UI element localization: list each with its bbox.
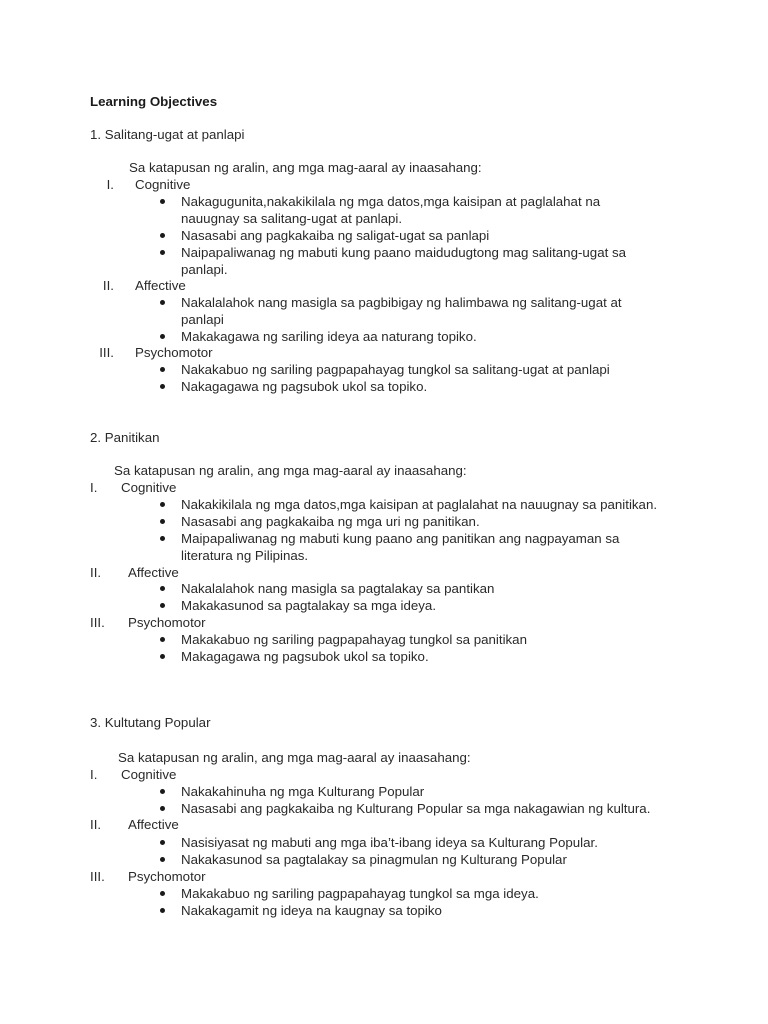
bullet-icon <box>160 603 165 608</box>
domain-numeral: I. <box>90 480 98 495</box>
bullet-icon <box>160 654 165 659</box>
domain-label: Affective <box>135 278 186 293</box>
objective-item: Nasasabi ang pagkakaiba ng saligat-ugat sa panlapi <box>181 228 490 243</box>
objective-item: panlapi <box>181 312 224 327</box>
domain-numeral: III. <box>90 869 105 884</box>
objective-item: panlapi. <box>181 262 228 277</box>
objective-item: Nakakahinuha ng mga Kulturang Popular <box>181 784 425 799</box>
objective-item: Nasasabi ang pagkakaiba ng mga uri ng panitikan. <box>181 514 480 529</box>
objective-item: Nakakasunod sa pagtalakay sa pinagmulan ng Kulturang Popular <box>181 852 567 867</box>
bullet-icon <box>160 334 165 339</box>
domain-numeral: I. <box>106 177 114 192</box>
page-title: Learning Objectives <box>90 94 218 109</box>
bullet-icon <box>160 891 165 896</box>
bullet-icon <box>160 857 165 862</box>
section-heading: 3. Kultutang Popular <box>90 715 211 730</box>
domain-label: Affective <box>128 817 179 832</box>
objective-item: Nakagagawa ng pagsubok ukol sa topiko. <box>181 379 428 394</box>
bullet-icon <box>160 519 165 524</box>
bullet-icon <box>160 908 165 913</box>
bullet-icon <box>160 300 165 305</box>
bullet-icon <box>160 789 165 794</box>
domain-label: Psychomotor <box>128 869 206 884</box>
section-intro: Sa katapusan ng aralin, ang mga mag-aaral ay inaasahang: <box>114 463 467 478</box>
bullet-icon <box>160 384 165 389</box>
objective-item: Nasasabi ang pagkakaiba ng Kulturang Popular sa mga nakagawian ng kultura. <box>181 801 651 816</box>
objective-item: Maipapaliwanag ng mabuti kung paano ang panitikan ang nagpayaman sa <box>181 531 620 546</box>
objective-item: Nasisiyasat ng mabuti ang mga iba’t-ibang ideya sa Kulturang Popular. <box>181 835 598 850</box>
bullet-icon <box>160 233 165 238</box>
objective-item: Makakagawa ng sariling ideya aa naturang topiko. <box>181 329 477 344</box>
bullet-icon <box>160 637 165 642</box>
domain-label: Cognitive <box>121 480 177 495</box>
objective-item: Nakakabuo ng sariling pagpapahayag tungkol sa salitang-ugat at panlapi <box>181 362 610 377</box>
objective-item: Makagagawa ng pagsubok ukol sa topiko. <box>181 649 429 664</box>
section-intro: Sa katapusan ng aralin, ang mga mag-aaral ay inaasahang: <box>118 750 471 765</box>
domain-label: Cognitive <box>121 767 177 782</box>
domain-numeral: III. <box>99 345 114 360</box>
objective-item: Nakakagamit ng ideya na kaugnay sa topiko <box>181 903 442 918</box>
domain-label: Affective <box>128 565 179 580</box>
objective-item: Makakabuo ng sariling pagpapahayag tungkol sa mga ideya. <box>181 886 539 901</box>
bullet-icon <box>160 250 165 255</box>
domain-numeral: I. <box>90 767 98 782</box>
domain-label: Psychomotor <box>135 345 213 360</box>
objective-item: Nakakikilala ng mga datos,mga kaisipan at paglalahat na nauugnay sa panitikan. <box>181 497 658 512</box>
bullet-icon <box>160 502 165 507</box>
domain-label: Cognitive <box>135 177 191 192</box>
domain-numeral: II. <box>90 817 102 832</box>
domain-numeral: II. <box>90 565 102 580</box>
section-heading: 1. Salitang-ugat at panlapi <box>90 127 245 142</box>
section-heading: 2. Panitikan <box>90 430 160 445</box>
section-intro: Sa katapusan ng aralin, ang mga mag-aaral ay inaasahang: <box>129 160 482 175</box>
objective-item: Nakagugunita,nakakikilala ng mga datos,mga kaisipan at paglalahat na <box>181 194 601 209</box>
domain-label: Psychomotor <box>128 615 206 630</box>
objective-item: Makakabuo ng sariling pagpapahayag tungkol sa panitikan <box>181 632 527 647</box>
domain-numeral: II. <box>102 278 114 293</box>
objective-item: Naipapaliwanag ng mabuti kung paano maidudugtong mag salitang-ugat sa <box>181 245 627 260</box>
domain-numeral: III. <box>90 615 105 630</box>
objective-item: Nakalalahok nang masigla sa pagtalakay sa pantikan <box>181 581 495 596</box>
objective-item: Nakalalahok nang masigla sa pagbibigay ng halimbawa ng salitang-ugat at <box>181 295 622 310</box>
objective-item: literatura ng Pilipinas. <box>181 548 309 563</box>
bullet-icon <box>160 199 165 204</box>
bullet-icon <box>160 536 165 541</box>
bullet-icon <box>160 840 165 845</box>
bullet-icon <box>160 367 165 372</box>
bullet-icon <box>160 806 165 811</box>
bullet-icon <box>160 586 165 591</box>
objective-item: Makakasunod sa pagtalakay sa mga ideya. <box>181 598 437 613</box>
objective-item: nauugnay sa salitang-ugat at panlapi. <box>181 211 403 226</box>
